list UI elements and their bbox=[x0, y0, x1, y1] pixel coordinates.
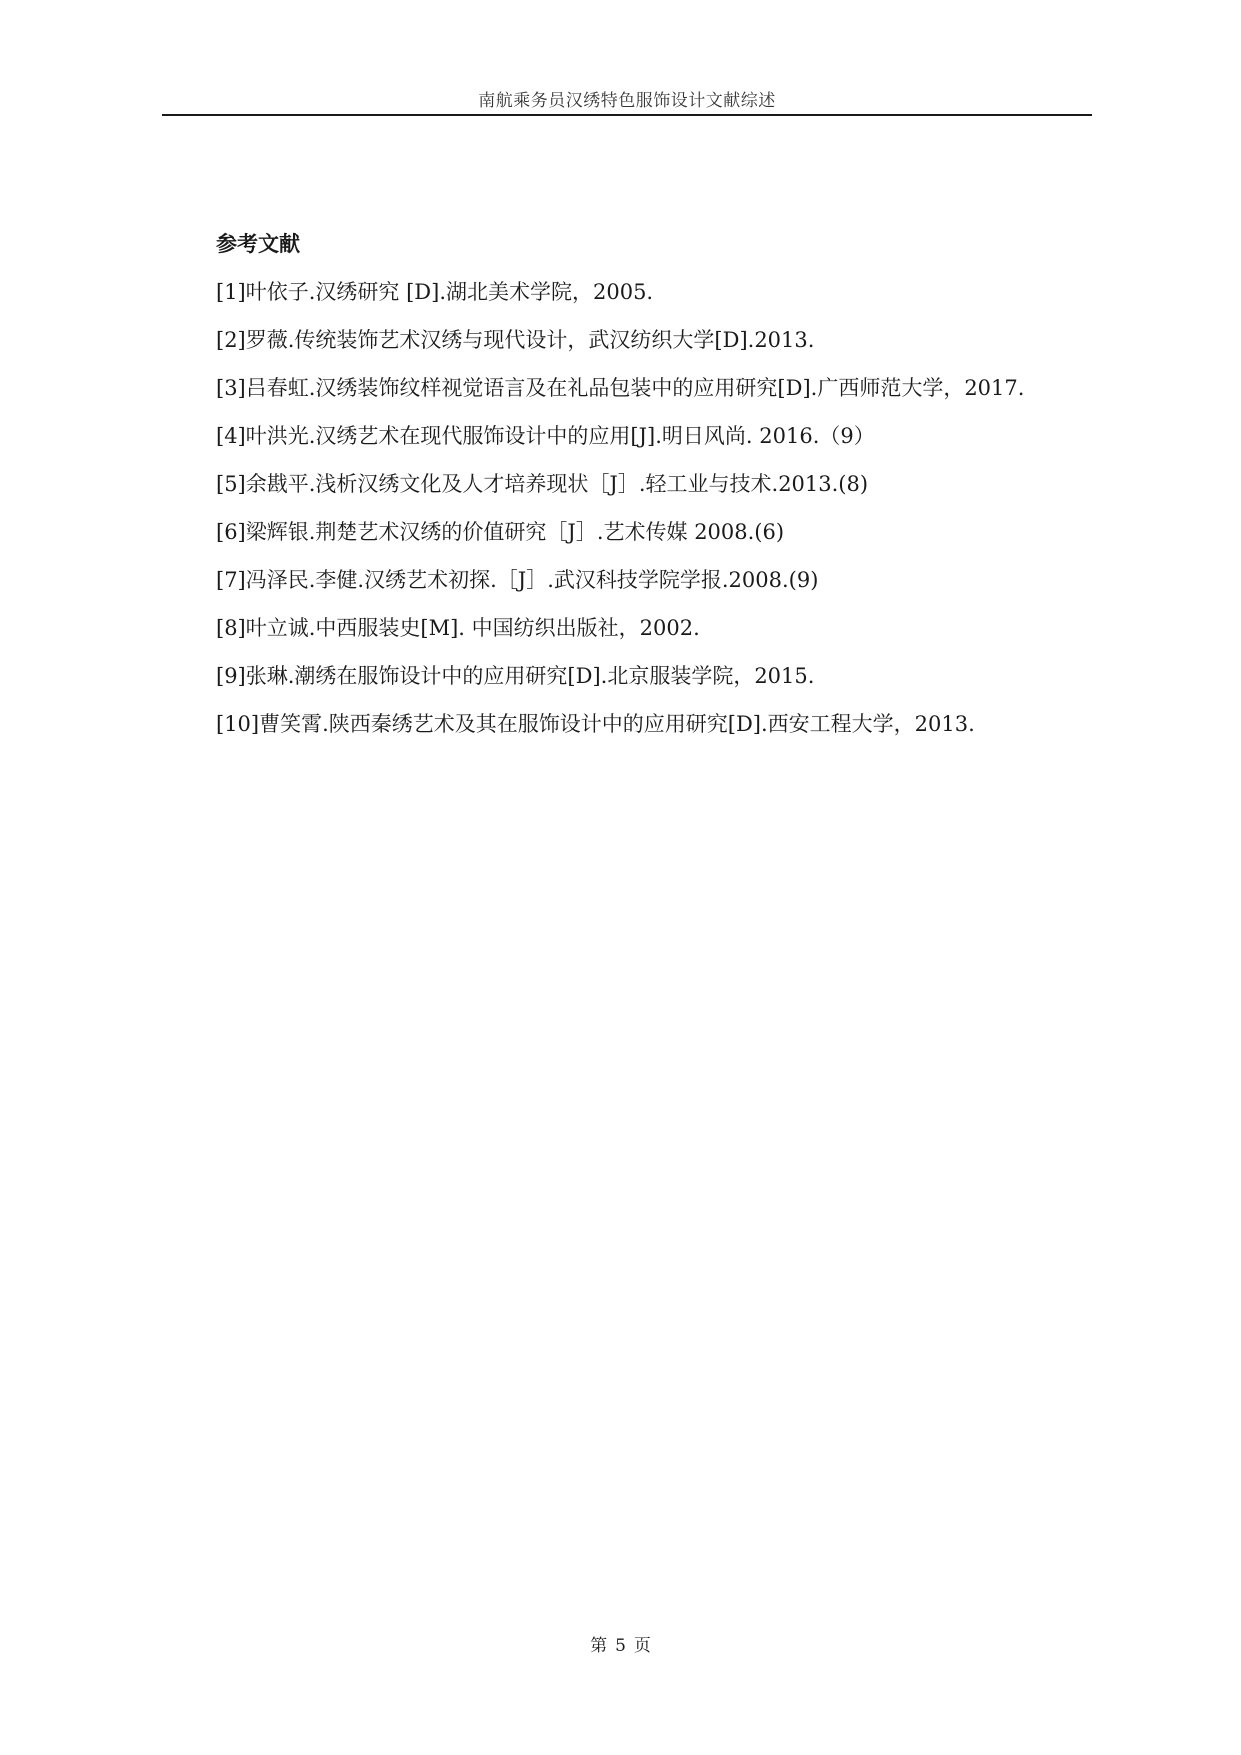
section-title: 参考文献 bbox=[216, 232, 300, 256]
page-header: 南航乘务员汉绣特色服饰设计文献综述 bbox=[478, 91, 776, 111]
reference-item: [4]叶洪光.汉绣艺术在现代服饰设计中的应用[J].明日风尚. 2016.（9） bbox=[216, 424, 875, 448]
reference-item: [3]吕春虹.汉绣装饰纹样视觉语言及在礼品包装中的应用研究[D].广西师范大学，2017. bbox=[216, 376, 1025, 400]
reference-item: [1]叶依子.汉绣研究 [D].湖北美术学院，2005. bbox=[216, 280, 654, 304]
reference-item: [10]曹笑霄.陕西秦绣艺术及其在服饰设计中的应用研究[D].西安工程大学，2013. bbox=[216, 712, 975, 736]
reference-item: [9]张琳.潮绣在服饰设计中的应用研究[D].北京服装学院，2015. bbox=[216, 664, 815, 688]
reference-item: [6]梁辉银.荆楚艺术汉绣的价值研究［J］.艺术传媒 2008.(6) bbox=[216, 520, 785, 544]
references-section bbox=[162, 220, 1092, 748]
page-number: 5 bbox=[615, 1636, 626, 1656]
reference-list bbox=[162, 268, 1092, 748]
reference-item: [7]冯泽民.李健.汉绣艺术初探.［J］.武汉科技学院学报.2008.(9) bbox=[216, 568, 819, 592]
page-footer bbox=[0, 1631, 1241, 1656]
header-rule bbox=[162, 114, 1092, 116]
page-footer-suffix: 页 bbox=[633, 1636, 651, 1656]
reference-item: [2]罗薇.传统装饰艺术汉绣与现代设计，武汉纺织大学[D].2013. bbox=[216, 328, 815, 352]
reference-item: [5]余戡平.浅析汉绣文化及人才培养现状［J］.轻工业与技术.2013.(8) bbox=[216, 472, 869, 496]
page-footer-prefix: 第 bbox=[590, 1636, 608, 1656]
reference-item: [8]叶立诚.中西服装史[M]. 中国纺织出版社，2002. bbox=[216, 616, 700, 640]
